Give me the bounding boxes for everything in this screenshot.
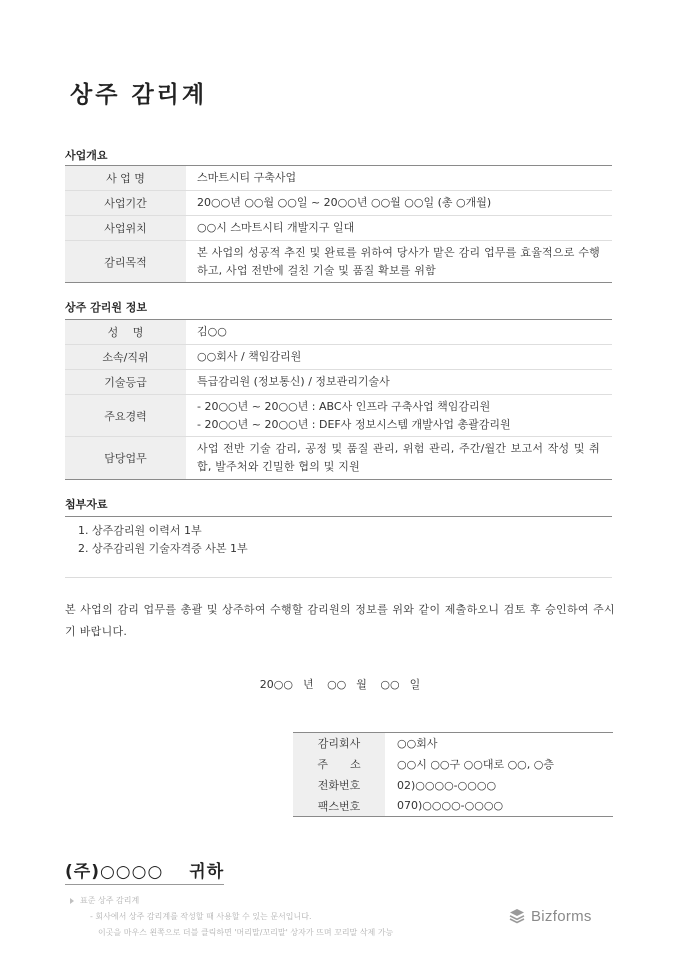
row-value: ○○시 ○○구 ○○대로 ○○, ○층 [397,758,554,771]
section-heading-attachments: 첨부자료 [65,498,108,511]
row-label: 성 명 [65,320,186,345]
submission-text: 본 사업의 감리 업무를 총괄 및 상주하여 수행할 감리원의 정보를 위와 같이 제출하오니 검토 후 승인하여 주시기 바랍니다. [65,603,615,638]
row-value: 02)○○○○-○○○○ [397,778,497,792]
signature-table [293,732,613,817]
recipient-name: (주)○○○○ [65,862,164,882]
table-row [65,370,612,395]
table-row [65,166,612,191]
section-heading-supervisor-info: 상주 감리원 정보 [65,301,148,314]
table-row [293,796,613,817]
table-row [293,733,613,754]
row-label: 감리목적 [65,241,186,283]
table-row [65,437,612,480]
attachment-item: 2. 상주감리원 기술자격증 사본 1부 [78,542,248,555]
date-day: ○○ [380,678,400,691]
row-label: 담당업무 [65,437,186,480]
document-title: 상주 감리계 [70,82,208,108]
row-value: ○○회사 / 책임감리원 [186,345,612,370]
row-label: 팩스번호 [293,796,385,817]
row-label: 사 업 명 [65,166,186,191]
date-year-unit: 년 [302,678,314,691]
stack-logo-icon [508,907,526,925]
brand-logo [508,907,592,925]
table-row [65,241,612,283]
table-row [293,754,613,775]
row-value: 스마트시티 구축사업 [197,171,297,184]
row-label: 감리회사 [293,733,385,754]
document-date [0,676,680,692]
table-row [65,395,612,437]
row-value: 20○○년 ○○월 ○○일 ~ 20○○년 ○○월 ○○일 (총 ○개월) [186,191,612,216]
supervisor-info-table [65,319,612,480]
attachments-box [65,516,612,578]
row-value: 본 사업의 성공적 추진 및 완료를 위하여 당사가 맡은 감리 업무를 효율적으로 수행하고, 사업 전반에 걸친 기술 및 품질 확보를 위함 [186,241,612,283]
footer-note-title[interactable]: 표준 상주 감리계 [70,895,139,906]
row-value: 070)○○○○-○○○○ [397,799,504,813]
row-label: 기술등급 [65,370,186,395]
table-row [65,191,612,216]
row-label: 사업위치 [65,216,186,241]
row-label: 전화번호 [293,775,385,796]
career-line: - 20○○년 ~ 20○○년 : ABC사 인프라 구축사업 책임감리원 [197,399,491,413]
project-overview-table [65,165,612,283]
footer-note-line[interactable]: - 회사에서 상주 감리계를 작성할 때 사용할 수 있는 문서입니다. [90,912,312,921]
table-row [65,216,612,241]
footer-note-line[interactable]: 이곳을 마우스 왼쪽으로 더블 클릭하면 '머리말/꼬리말' 상자가 뜨며 꼬리말 삭제 가능 [98,928,394,937]
recipient [65,857,224,885]
date-day-unit: 일 [409,678,421,691]
row-value: 특급감리원 (정보통신) / 정보관리기술사 [186,370,612,395]
date-year: 20○○ [259,678,293,691]
section-heading-project-overview: 사업개요 [65,149,108,162]
row-label: 사업기간 [65,191,186,216]
date-month: ○○ [327,678,347,691]
row-value: 김○○ [197,325,227,338]
table-row [293,775,613,796]
row-label: 소속/직위 [65,345,186,370]
row-value [186,395,612,437]
row-label: 주요경력 [65,395,186,437]
triangle-bullet-icon [70,898,74,904]
table-row [65,320,612,345]
recipient-suffix: 귀하 [189,862,225,882]
row-value: 사업 전반 기술 감리, 공정 및 품질 관리, 위험 관리, 주간/월간 보고서 작성 및 취합, 발주처와 긴밀한 협의 및 지원 [186,437,612,480]
row-value: ○○시 스마트시티 개발지구 일대 [186,216,612,241]
row-value: ○○회사 [397,737,438,751]
attachment-item: 1. 상주감리원 이력서 1부 [78,524,202,537]
row-label: 주 소 [293,754,385,775]
table-row [65,345,612,370]
career-line: - 20○○년 ~ 20○○년 : DEF사 정보시스템 개발사업 총괄감리원 [197,417,511,431]
brand-name: Bizforms [531,907,592,925]
date-month-unit: 월 [356,678,367,691]
